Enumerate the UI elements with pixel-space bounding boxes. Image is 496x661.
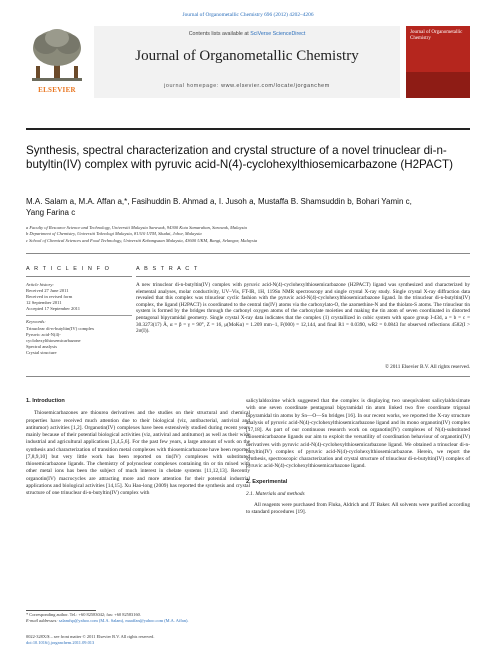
abstract-copyright: © 2011 Elsevier B.V. All rights reserved. — [384, 364, 470, 370]
header-divider — [26, 128, 470, 130]
affiliation-b: b Department of Chemistry, Universiti Teknologi Malaysia, 81310 UTM, Skudai, Johor, Malaysia — [26, 231, 202, 237]
publication-info — [26, 634, 250, 646]
article-info-rule — [26, 276, 132, 277]
history-item: Received in revised form — [26, 294, 73, 300]
keyword-item: Crystal structure — [26, 349, 57, 355]
elsevier-logo[interactable] — [26, 26, 88, 98]
footnotes — [26, 612, 250, 624]
homepage-link[interactable]: www.elsevier.com/locate/jorganchem — [221, 83, 330, 89]
email-note — [26, 618, 250, 624]
affiliation-c: c School of Chemical Sciences and Food Technology, Universiti Kebangsaan Malaysia, 43600 UKM, Bangi, Selangor, Malaysia — [26, 237, 258, 243]
author-line-1: M.A. Salam a, M.A. Affan a,*, Fasihuddin B. Ahmad a, I. Jusoh a, Mustaffa B. Shamsuddin b, Bohari Yamin c, — [26, 197, 412, 206]
abstract-bottom-rule — [26, 376, 470, 377]
contents-line — [94, 31, 400, 37]
email-addresses[interactable]: salamfsp@yahoo.com (M.A. Salam), maaffan@yahoo.com (M.A. Affan). — [58, 617, 189, 623]
homepage-line — [94, 83, 400, 89]
journal-citation: Journal of Organometallic Chemistry 696 (2012) 4202–4206 — [182, 12, 314, 18]
article-info-label: A R T I C L E I N F O — [26, 266, 111, 272]
keyword-item: Trinuclear di-n-butyltin(IV) complex — [26, 325, 95, 331]
body-column-left — [26, 398, 250, 497]
journal-banner — [94, 26, 400, 98]
cover-band — [406, 72, 470, 98]
abstract-text: A new trinuclear di-n-butyltin(IV) complex with pyruvic acid-N(4)-cyclohexylthiosemicarbazone (H2PACT) ligand was synthesized and characterized by elemental analyses, molar conductivity, UV–Vis, FT-IR, 1H, 119Sn NMR spectroscopy and single crystal X-ray study. Single crystal X-ray diffraction data revealed that this complex was trinuclear cyclic fashion with the pyruvic acid-N(4)-cyclohexylthiosemicarbazone ligand. In the trinuclear di-n-butyltin(IV) complex, the ligand (H2PACT) is coordinated to the central tin(IV) atoms via the carboxylato-O, the azomethine-N and the thiolato-S atoms. The trinuclear tin system is formed by the bridges through the carbonyl oxygen atoms of the carboxylate moieties and making the tin atom of seven coordinated in distorted pentagonal bipyramidal geometry. Single crystal X-ray data indicates that the complex (1) crystallized in cubic system with space group I-43d, a = b = c = 30.3273(17) Å, α = β = γ = 90°, Z = 16, μ(MoKα) = 1.209 mm−1, F(000) = 12,144, and final R1 = 0.0390, wR2 = 0.0843 for observed reflections 4582(I > 2σ(I)). — [136, 282, 470, 335]
elsevier-tree-icon — [26, 26, 88, 84]
keyword-item: cyclohexylthiosemicarbazone — [26, 337, 81, 343]
homepage-prefix: journal homepage: — [164, 83, 222, 89]
body-column-right — [246, 398, 470, 517]
history-item: 12 September 2011 — [26, 300, 62, 306]
cover-title: Journal of Organometallic Chemistry — [410, 30, 463, 41]
abstract-rule — [136, 276, 470, 277]
introduction-paragraph: Thiosemicarbazones are thiourea derivatives and the studies on their structural and chemical properties have received much attention due to their biological (viz, antibacterial, antiviral and antitumor) activities [1,2]. Organotin(IV) complexes have been extensively studied during recent years mainly because of their potential biological activities (viz, antiviral and antitumor) as well as their wide industrial and agricultural applications [3,4,5,6]. For the past few years, a large amount of work on the synthesis and characterization of transition metal complexes with thiosemicarbazone have been reported [7,8,9,10] but very little work has been reported on tin(IV) complexes with substituted thiosemicarbazone ligands. The chemistry of polynuclear complexes containing tin or tin mixed with other metal ions has been the subject of much interest in chelate systems [11,12,13]. Recently organotin(IV) macrocycles are attracting more and more attention for their potential industrial applications and biological activities [14,15]. Xu Hao-long (2009) has reported the synthesis and crystal structure of one trinuclear di-n-butyltin(IV) complex with — [26, 410, 250, 496]
journal-masthead — [26, 26, 470, 100]
issn-line: 0022-328X/$ – see front matter © 2011 Elsevier B.V. All rights reserved. — [26, 634, 155, 639]
history-heading: Article history: — [26, 282, 54, 287]
contents-prefix: Contents lists available at — [188, 31, 251, 37]
article-info-panel — [26, 282, 132, 356]
author-list — [26, 196, 470, 218]
affiliation-a: a Faculty of Resource Science and Technology, Universiti Malaysia Sarawak, 94300 Kota Samarahan, Sarawak, Malaysia — [26, 225, 247, 230]
email-label: E-mail addresses: — [26, 617, 58, 623]
abstract-label: A B S T R A C T — [136, 266, 199, 272]
keywords-heading: Keywords: — [26, 319, 46, 325]
article-title: Synthesis, spectral characterization and crystal structure of a novel trinuclear di-n-butyltin(IV) complex with pyruvic acid-N(4)-cyclohexylthiosemicarbazone (H2PACT) — [26, 144, 453, 172]
history-item: Received 27 June 2011 — [26, 288, 69, 294]
keyword-item: Spectral analysis — [26, 343, 57, 349]
doi-link[interactable]: doi:10.1016/j.jorganchem.2011.09.013 — [26, 639, 95, 645]
journal-cover-image — [406, 26, 470, 98]
affiliation-divider — [26, 253, 470, 254]
experimental-heading: 2. Experimental — [246, 478, 288, 485]
journal-title: Journal of Organometallic Chemistry — [135, 48, 359, 64]
history-item: Accepted 17 September 2011 — [26, 306, 81, 312]
materials-paragraph: All reagents were purchased from Fluka, Aldrich and JT Baker. All solvents were purified according to standard procedures [19]. — [246, 502, 470, 516]
author-line-2: Yang Farina c — [26, 208, 76, 218]
introduction-continued: salicylaldoxime which suggested that the complex is displaying two unequivalent salicylaldoximate with one seven coordinate pentagonal bipyramidal tin atom linked two five coordinate trigonal bipyramidal tin atoms by Sn—O—Sn bridges [16]. In our recent works, we reported the X-ray structure analysis of pyruvic acid-N(4)-cyclohexylthiosemicarbazone ligand and its mono organotin(IV) complex [17,18]. As part of our continuous research work on organotin(IV) complexes of N(4)-substituted thiosemicarbazone ligands our aim to exploit the versatility of coordination behaviour of organotin(IV) derivatives with pyruvic acid-N(4)-cyclohexylthiosemicarbazone ligand. We obtained a trinuclear di-n-butyltin(IV) complex of pyruvic acid-N(4)-cyclohexylthiosemicarbazone. Herein, we report the synthesis, spectroscopic characterization and crystal structure of trinuclear di-n-butyltin(IV) complex of pyruvic acid-N(4)-cyclohexylthiosemicarbazone ligand. — [246, 398, 470, 470]
affiliations — [26, 225, 470, 244]
materials-subheading: 2.1. Materials and methods — [246, 490, 305, 497]
publisher-name: ELSEVIER — [38, 86, 76, 94]
keyword-item: Pyruvic acid-N(4)- — [26, 331, 61, 337]
sciencedirect-link[interactable]: SciVerse ScienceDirect — [250, 31, 306, 37]
info-separator — [26, 315, 132, 316]
corresponding-author-note: * Corresponding author. Tel.: +60 82583042; fax: +60 82583160. — [26, 612, 141, 617]
introduction-heading: 1. Introduction — [26, 398, 65, 404]
footnote-rule — [26, 610, 96, 611]
